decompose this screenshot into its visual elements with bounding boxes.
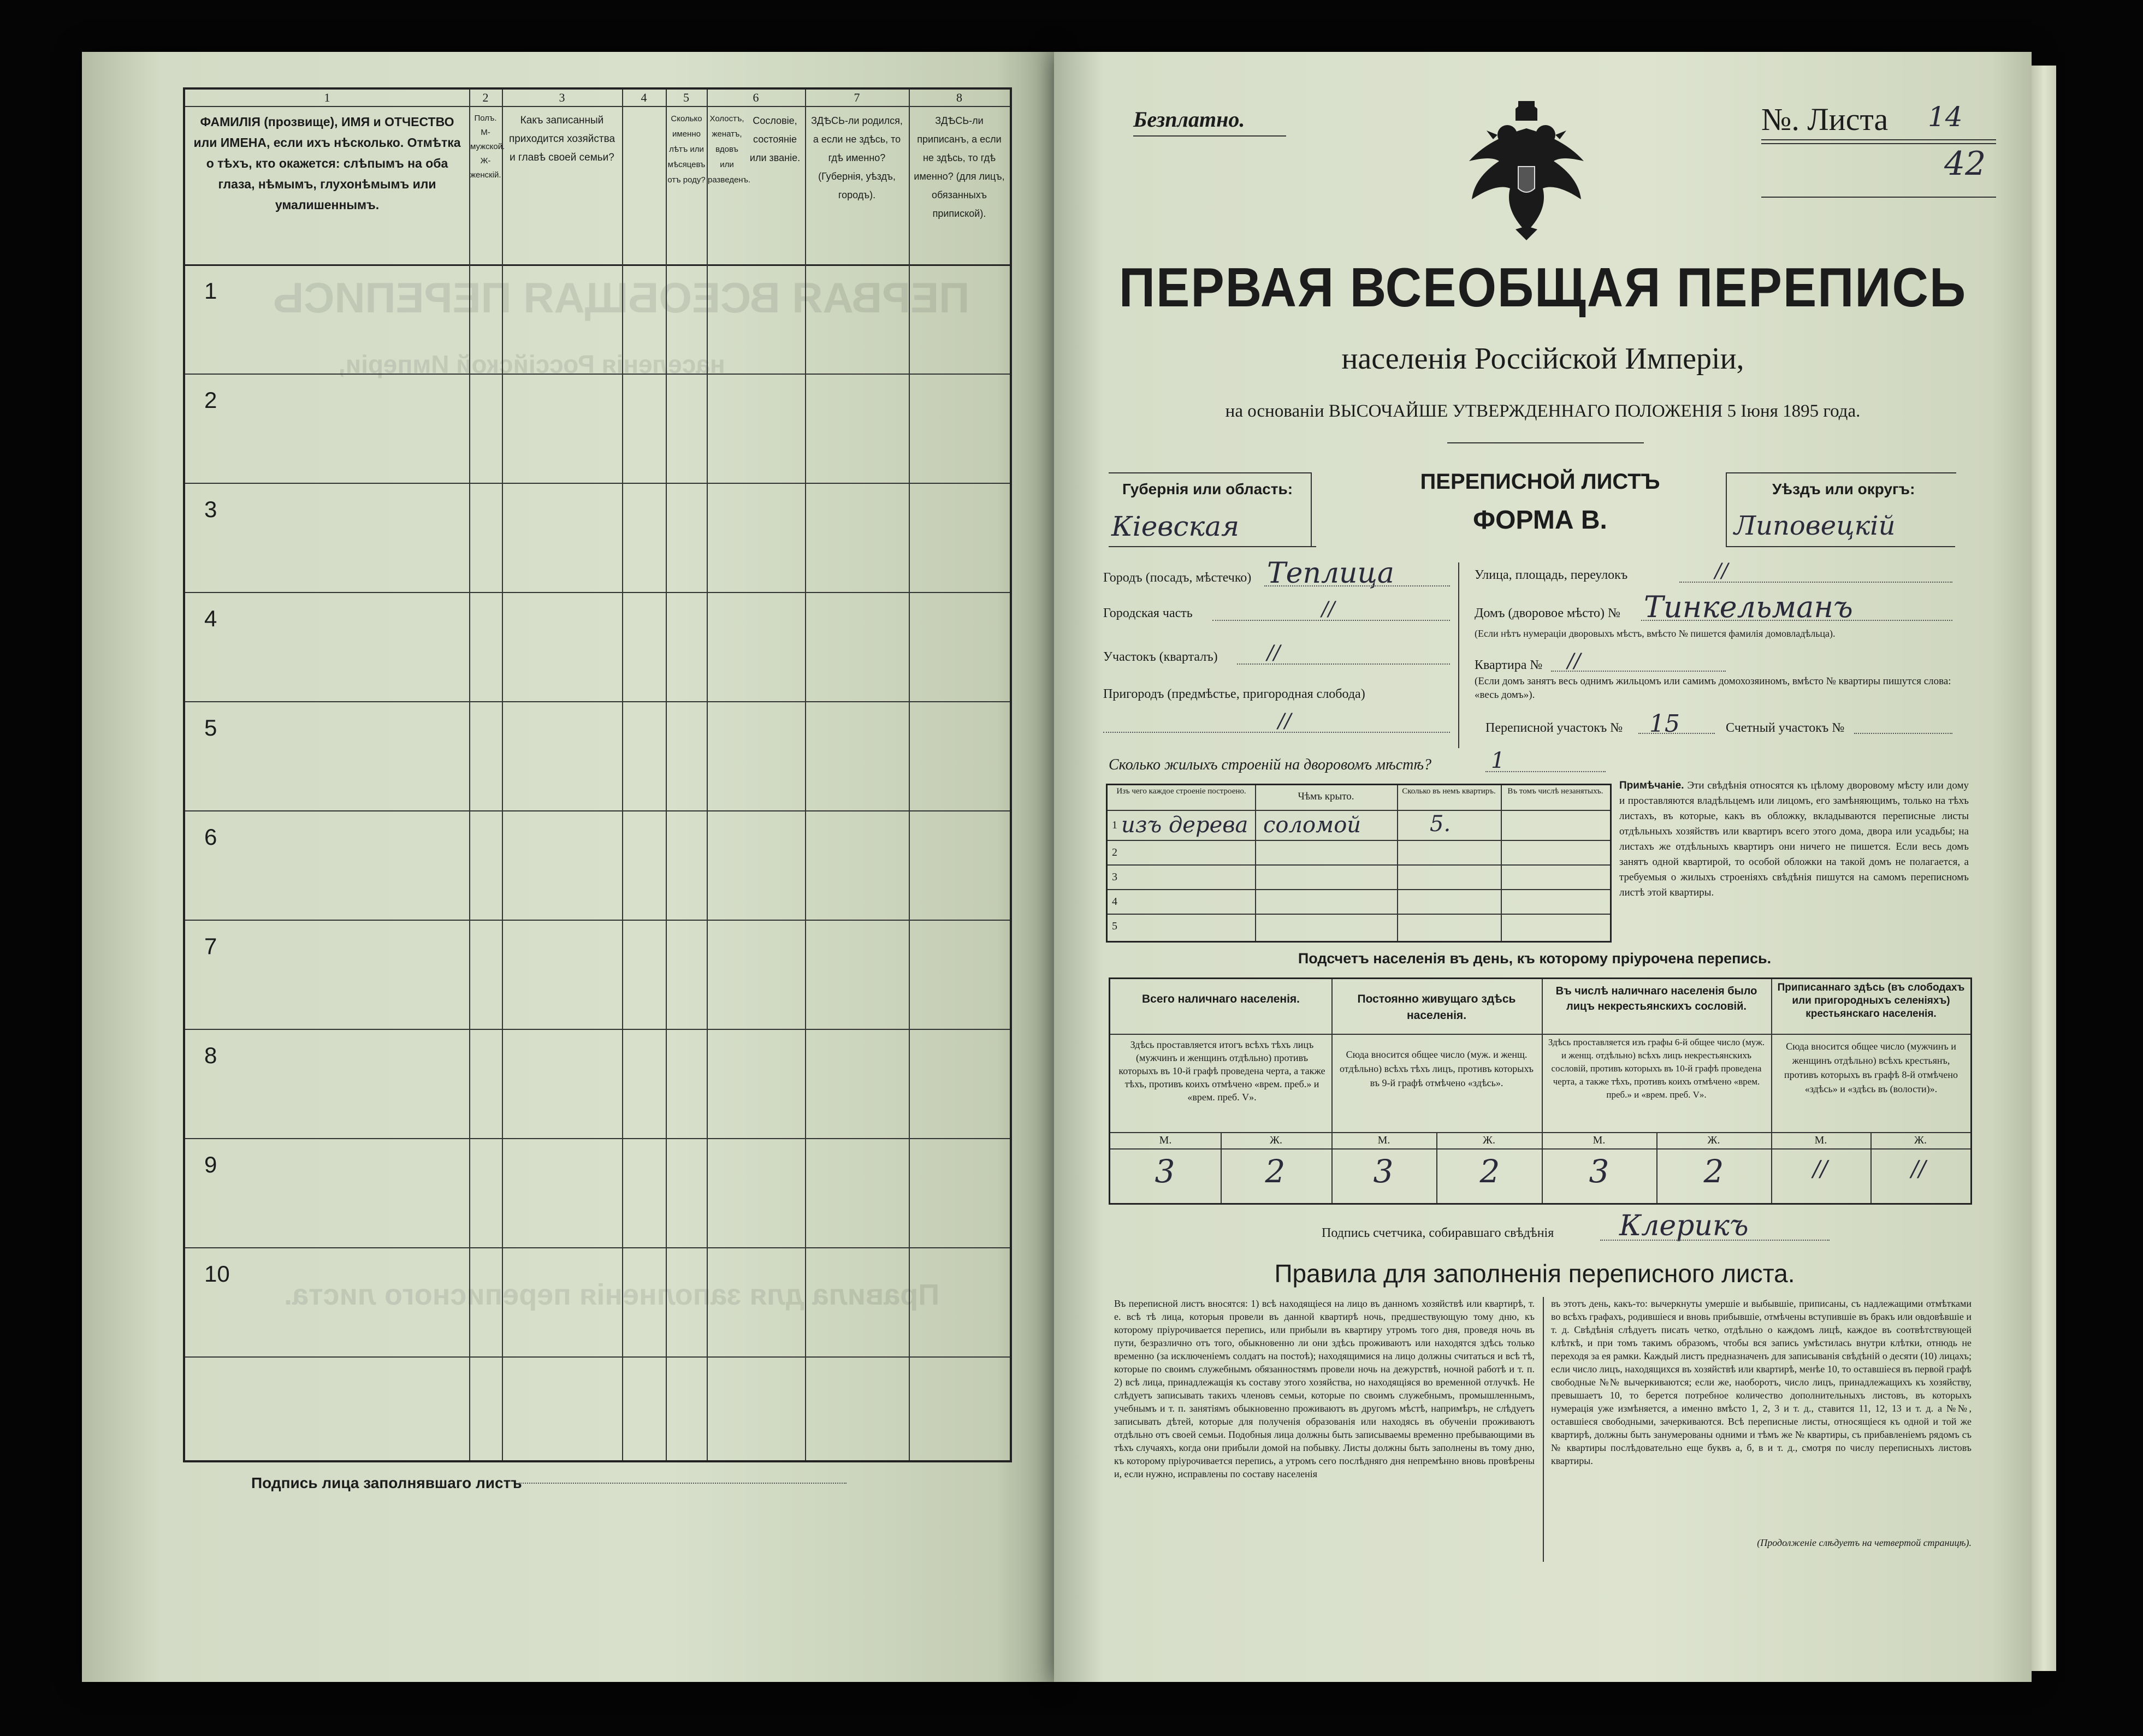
summary-head-permanent: Постоянно живущаго здѣсь населенія. bbox=[1357, 993, 1516, 1022]
mf-label: М. bbox=[1377, 1134, 1390, 1146]
bleed-through-subtitle: населенія Россійской Имперіи, bbox=[339, 350, 725, 378]
row-number: 4 bbox=[204, 606, 217, 631]
header-sex: Полъ. М-мужской. Ж-женскій. bbox=[470, 114, 505, 180]
street-label: Улица, площадь, переулокъ bbox=[1475, 568, 1628, 582]
rules-title: Правила для заполненія переписного листа. bbox=[1274, 1259, 1795, 1288]
row-number: 1 bbox=[204, 278, 217, 304]
col-number: 7 bbox=[854, 91, 860, 104]
permanent-male: 3 bbox=[1373, 1153, 1394, 1190]
nonpeasant-female: 2 bbox=[1703, 1153, 1724, 1190]
house-value: Тинкельманъ bbox=[1644, 590, 1853, 624]
peasant-male: // bbox=[1813, 1157, 1828, 1182]
header-marital: Холостъ, женатъ, вдовъ или разведенъ. bbox=[708, 114, 751, 185]
form-letter: ФОРМА В. bbox=[1473, 506, 1607, 535]
row-number: 2 bbox=[204, 387, 217, 413]
continued-note: (Продолженіе слѣдуетъ на четвертой страницѣ). bbox=[1757, 1537, 1972, 1548]
summary-head-peasant: Приписаннаго здѣсь (въ слободахъ или пригородныхъ селеніяхъ) крестьянскаго населенія. bbox=[1777, 982, 1965, 1020]
summary-note: Сюда вносится общее число (муж. и женщ. отдѣльно) всѣхъ тѣхъ лицъ, противъ которыхъ въ 9-й графѣ отмѣчено «здѣсь». bbox=[1340, 1049, 1534, 1088]
rules-right-column: въ этотъ день, какъ-то: вычеркнуты умершіе и выбывшіе, приписаны, съ надлежащими отмѣтками во всѣхъ графахъ, родившіеся и вновь прибывшіе, отмѣчены вступившіе въ бракъ или овдовѣвшіе и т. д. Свѣдѣнія слѣдуетъ писать четко, отдѣльно о каждомъ лицѣ, каждое въ соотвѣтствующей клѣткѣ, и при томъ такимъ образомъ, чтобы вся запись умѣстилась внутри клѣтки, отнюдь не переходя за ея рамки. Каждый листъ предназначенъ для записыванія свѣдѣній о десяти (10) лицахъ; если число лицъ, находящихся въ хозяйствѣ или квартирѣ, менѣе 10, то оставшіеся въ первой графѣ свободные №№ вычеркиваются; если же, наоборотъ, число лицъ, принадлежащихъ къ хозяйству, превышаетъ 10, то берется потребное количество дополнительныхъ листовъ, въ которыхъ нумерація уже измѣняется, а именно вмѣсто 1, 2, 3 и т. д., ставится 11, 12, 13 и т. д. а №№, оставшіеся свободными, зачеркиваются. Всѣ переписные листы, относящіеся къ одной и той же квартирѣ, должны быть занумерованы одними и тѣмъ же № квартиры, съ прибавленіемъ рядомъ съ № квартиры послѣдовательно еще буквъ а, б, в и т. д., смотря по числу переписныхъ листовъ квартиры. bbox=[1551, 1298, 1972, 1466]
col-number: 1 bbox=[324, 91, 330, 104]
house-label: Домъ (дворовое мѣсто) № bbox=[1475, 606, 1620, 620]
rules-left-column: Въ переписной листъ вносятся: 1) всѣ находящіеся на лицо въ данномъ хозяйствѣ или квартирѣ, т. е. всѣ тѣ лица, которыя провели въ данной квартирѣ ночь, предшествующую тому дню, къ которому пріурочивается перепись, или прибыли въ квартиру утромъ того дня, проведя ночь въ пути, безразлично отъ того, обыкновенно ли они здѣсь проживаютъ или находятся здѣсь только временно (за исключеніемъ солдатъ на постоѣ); находящимися на лицо должны считаться и всѣ тѣ, которые по своимъ служебнымъ обязанностямъ провели ночь на дежурствѣ, ночной работѣ и т. п. 2) всѣ лица, принадлежащія къ составу этого хозяйства, но находящіяся во временной отлучкѣ. Не слѣдуетъ записывать такихъ членовъ семьи, которые по своимъ служебнымъ, промышленнымъ, учебнымъ и т. п. занятіямъ обыкновенно проживаютъ въ другомъ мѣстѣ, напримѣръ, не слѣдуетъ записывать дѣтей, которые для полученія образованія или находясь въ обученіи проживаютъ отдѣльно отъ своей семьи. Подобныя лица должны быть записываемы временно пребывающими въ тѣхъ случаяхъ, когда они прибыли домой на побывку. Листы должны быть заполнены въ тому дню, къ которому пріурочивается перепись, а утромъ сего послѣдняго дня непремѣнно вновь провѣрены и, если нужно, исправлены по составу населенія bbox=[1114, 1298, 1535, 1479]
peasant-female: // bbox=[1911, 1157, 1926, 1182]
city-part-value: // bbox=[1322, 598, 1335, 620]
row-number: 10 bbox=[204, 1261, 230, 1287]
col-number: 4 bbox=[641, 91, 647, 104]
apartment-note: (Если домъ занятъ весь однимъ жильцомъ или самимъ домохозяиномъ, вмѣсто № квартиры пишутся слова: «весь домъ»). bbox=[1475, 676, 1951, 701]
apartment-value: // bbox=[1567, 650, 1581, 672]
counting-district-label: Счетный участокъ № bbox=[1726, 721, 1845, 735]
bleed-through-title: ПЕРВАЯ ВСЕОБЩАЯ ПЕРЕПИСЬ bbox=[273, 274, 970, 322]
summary-note: Здѣсь проставляется изъ графы 6-й общее число (муж. и женщ. отдѣльно) всѣхъ лицъ некрестьянскихъ сословій, противъ которыхъ въ 10-й графѣ проведена черта, а также тѣхъ, противъ коихъ отмѣчено «врем. преб.» и «врем. преб. V». bbox=[1548, 1037, 1765, 1100]
summary-note: Здѣсь проставляется итогъ всѣхъ тѣхъ лицъ (мужчинъ и женщинъ отдѣльно) противъ которыхъ въ 10-й графѣ проведена черта, а также тѣхъ, противъ коихъ отмѣчено «врем. преб.» и «врем. преб. V». bbox=[1118, 1039, 1325, 1103]
bt-apartments: 5. bbox=[1430, 811, 1451, 837]
house-note: (Если нѣтъ нумераціи дворовыхъ мѣстъ, вмѣсто № пишется фамилія домовладѣльца). bbox=[1475, 628, 1836, 639]
suburb-value: // bbox=[1278, 710, 1292, 732]
sheet-number-label: №. Листа bbox=[1761, 102, 1889, 137]
row-number: 8 bbox=[204, 1042, 217, 1068]
mf-label: М. bbox=[1593, 1134, 1606, 1146]
summary-title: Подсчетъ населенія въ день, къ которому пріурочена перепись. bbox=[1298, 950, 1772, 967]
census-subtitle: населенія Россійской Имперіи, bbox=[1341, 342, 1744, 376]
header-relation: Какъ записанный приходится хозяйства и главѣ своей семьи? bbox=[508, 115, 615, 163]
mf-label: Ж. bbox=[1270, 1134, 1282, 1146]
bt-header: Чѣмъ крыто. bbox=[1298, 791, 1354, 802]
bt-row-number: 1 bbox=[1112, 819, 1117, 831]
row-number: 3 bbox=[204, 496, 217, 522]
district-value: Липовецкій bbox=[1734, 511, 1896, 541]
row-number: 7 bbox=[204, 933, 217, 959]
mf-label: Ж. bbox=[1483, 1134, 1495, 1146]
counter-signature-value: Клерикъ bbox=[1619, 1210, 1749, 1242]
bt-roof: соломой bbox=[1263, 813, 1361, 838]
total-female: 2 bbox=[1265, 1153, 1286, 1190]
suburb-label: Пригородъ (предмѣстье, пригородная слобода) bbox=[1103, 687, 1365, 701]
col-number: 3 bbox=[559, 91, 565, 104]
row-number: 5 bbox=[204, 715, 217, 740]
precinct-value: // bbox=[1267, 642, 1281, 664]
row-number: 9 bbox=[204, 1152, 217, 1177]
city-label: Городъ (посадъ, мѣстечко) bbox=[1103, 571, 1252, 585]
total-male: 3 bbox=[1155, 1153, 1175, 1190]
bt-row-number: 2 bbox=[1112, 846, 1117, 858]
bleed-through-rules: Правила для заполненія переписного листа. bbox=[284, 1278, 940, 1311]
note-title: Примѣчаніе. bbox=[1619, 780, 1684, 791]
governorate-value: Кіевская bbox=[1111, 511, 1240, 542]
col-number: 8 bbox=[956, 91, 962, 104]
nonpeasant-male: 3 bbox=[1589, 1153, 1609, 1190]
mf-label: М. bbox=[1814, 1134, 1827, 1146]
page-edge bbox=[2032, 66, 2056, 1671]
bt-material: изъ дерева bbox=[1121, 813, 1248, 838]
col-number: 2 bbox=[482, 91, 489, 104]
row-number: 6 bbox=[204, 824, 217, 850]
bt-row-number: 3 bbox=[1112, 871, 1117, 883]
form-title: ПЕРЕПИСНОЙ ЛИСТЪ bbox=[1420, 470, 1660, 494]
header-age: Сколько именно лѣтъ или мѣсяцевъ отъ роду? bbox=[667, 114, 706, 185]
mf-label: М. bbox=[1159, 1134, 1172, 1146]
col-number: 6 bbox=[753, 91, 759, 104]
header-name: ФАМИЛІЯ (прозвище), ИМЯ и ОТЧЕСТВО или ИМЕНА, если ихъ нѣсколько. Отмѣтка о тѣхъ, кто окажется: слѣпымъ на оба глаза, нѣмымъ, глухонѣмымъ или умалишеннымъ. bbox=[193, 115, 461, 212]
bt-header: Въ томъ числѣ незанятыхъ. bbox=[1507, 787, 1603, 796]
double-headed-eagle-icon bbox=[1464, 96, 1589, 243]
buildings-value: 1 bbox=[1491, 748, 1505, 773]
bt-row-number: 5 bbox=[1112, 920, 1117, 932]
census-basis: на основаніи ВЫСОЧАЙШЕ УТВЕРЖДЕННАГО ПОЛОЖЕНІЯ 5 Іюня 1895 года. bbox=[1225, 401, 1861, 421]
buildings-table bbox=[1106, 784, 1612, 943]
counter-signature-label: Подпись счетчика, собиравшаго свѣдѣнія bbox=[1322, 1226, 1554, 1240]
summary-head-total: Всего наличнаго населенія. bbox=[1141, 993, 1300, 1005]
city-part-label: Городская часть bbox=[1103, 606, 1193, 620]
bt-header: Сколько въ немъ квартиръ. bbox=[1402, 787, 1496, 796]
census-title: ПЕРВАЯ ВСЕОБЩАЯ ПЕРЕПИСЬ bbox=[1118, 257, 1967, 319]
summary-head-nonpeasant: Въ числѣ наличнаго населенія было лицъ некрестьянскихъ сословій. bbox=[1555, 985, 1757, 1012]
sheet-number-hand-2: 42 bbox=[1944, 145, 1986, 183]
census-district-value: 15 bbox=[1649, 710, 1680, 738]
summary-table bbox=[1109, 977, 1972, 1205]
census-district-label: Переписной участокъ № bbox=[1485, 721, 1623, 735]
apartment-label: Квартира № bbox=[1475, 658, 1543, 672]
mf-label: Ж. bbox=[1707, 1134, 1720, 1146]
mf-label: Ж. bbox=[1914, 1134, 1927, 1146]
city-value: Теплица bbox=[1267, 557, 1394, 590]
street-value: // bbox=[1715, 560, 1728, 582]
col-number: 5 bbox=[683, 91, 689, 104]
buildings-note bbox=[1619, 778, 1969, 900]
note-text: Эти свѣдѣнія относятся къ цѣлому дворовому мѣсту или дому и проставляются владѣльцемъ или лицомъ, его замѣняющимъ, только на тѣхъ листахъ, въ которые, какъ въ обложку, вкладываются переписные листы отдѣльныхъ хозяйствъ или квартиръ всего этого дома, двора или усадьбы; на листахъ же отдѣльныхъ квартиръ они ничего не пишется. Если весь домъ занятъ одной квартирой, то особой обложки на такой домъ не полагается, а требуемыя о жилыхъ строеніяхъ свѣдѣнія пишутся на самомъ переписномъ листѣ этой квартиры. bbox=[1619, 780, 1969, 898]
bt-row-number: 4 bbox=[1112, 896, 1117, 908]
header-birthplace: ЗДѢСЬ-ли родился, а если не здѣсь, то гдѣ именно? (Губернія, уѣздъ, городъ). bbox=[811, 115, 903, 200]
precinct-label: Участокъ (кварталъ) bbox=[1103, 650, 1218, 664]
district-label: Уѣздъ или округъ: bbox=[1772, 481, 1915, 497]
buildings-question: Сколько жилыхъ строеній на дворовомъ мѣстѣ? bbox=[1109, 756, 1432, 773]
summary-note: Сюда вносится общее число (мужчинъ и женщинъ отдѣльно) всѣхъ крестьянъ, противъ которыхъ въ графѣ 8-й отмѣчено «здѣсь» и «здѣсь въ (волости)». bbox=[1784, 1041, 1958, 1094]
header-estate: Сословіе, состояніе или званіе. bbox=[749, 115, 801, 163]
sheet-number-hand-1: 14 bbox=[1928, 101, 1963, 133]
header-registered: ЗДѢСЬ-ли приписанъ, а если не здѣсь, то гдѣ именно? (для лицъ, обязанныхъ припиской). bbox=[914, 115, 1005, 219]
signature-label: Подпись лица заполнявшаго листъ bbox=[251, 1474, 522, 1491]
population-table bbox=[183, 87, 1012, 1462]
bt-header: Изъ чего каждое строеніе построено. bbox=[1116, 787, 1246, 796]
permanent-female: 2 bbox=[1479, 1153, 1500, 1190]
governorate-label: Губернія или область: bbox=[1122, 481, 1293, 497]
free-label: Безплатно. bbox=[1133, 107, 1245, 132]
